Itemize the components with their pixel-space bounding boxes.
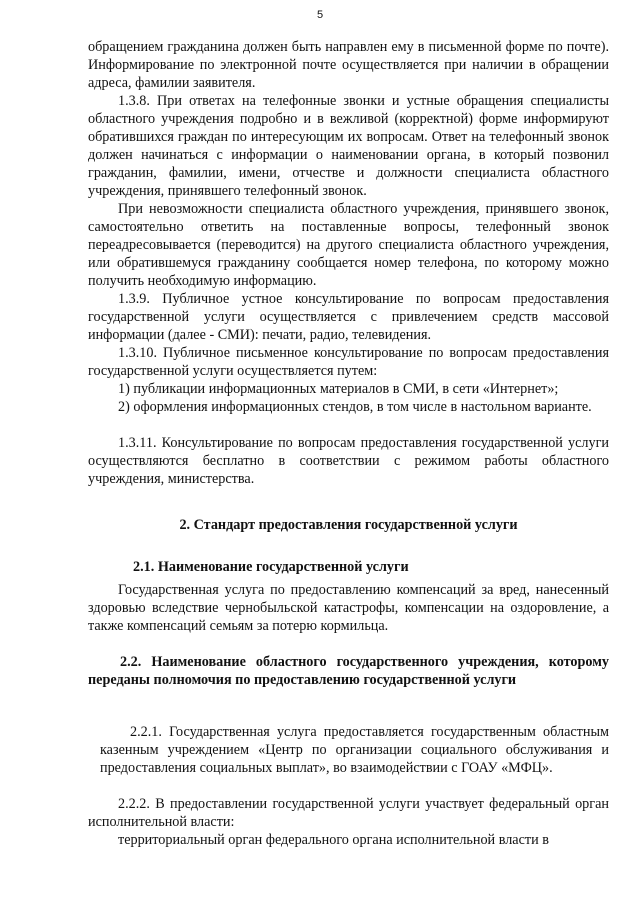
list-item-1: 1) публикации информационных материалов в СМИ, в сети «Интернет»; (118, 381, 559, 397)
paragraph-1-3-8: 1.3.8. При ответах на телефонные звонки и устные обращения специалисты областного учреждения подробно и в вежливой (корректной) форме информируют обратившихся граждан по интересующим их вопросам. Ответ на телефонный звонок должен начинаться с информации о наименовании органа, в который позвонил гражданин, фамилии, имени, отчестве и должности специалиста областного учреждения, принявшего телефонный звонок. (88, 93, 609, 199)
paragraph-2-1: Государственная услуга по предоставлению компенсаций за вред, нанесенный здоровью вследствие чернобыльской катастрофы, компенсации на оздоровление, а также компенсаций семьям за потерю кормильца. (88, 582, 609, 634)
paragraph-1-3-8-continued: При невозможности специалиста областного учреждения, принявшего звонок, самостоятельно ответить на поставленные вопросы, телефонный звонок переадресовывается (переводится) на другого специалиста областного учреждения, или обратившемуся гражданину сообщается номер телефона, по которому можно получить необходимую информацию. (88, 201, 609, 289)
paragraph-2-2-1: 2.2.1. Государственная услуга предоставляется государственным областным казенным учреждением «Центр по организации социального обслуживания и предоставления социальных выплат», во взаимодействии с ГОАУ «МФЦ». (100, 724, 609, 776)
section-2-1-heading: 2.1. Наименование государственной услуги (133, 559, 409, 575)
paragraph-2-2-2: 2.2.2. В предоставлении государственной услуги участвует федеральный орган исполнительной власти: (88, 796, 609, 830)
list-item-2: 2) оформления информационных стендов, в том числе в настольном варианте. (118, 399, 592, 415)
paragraph-1-3-10: 1.3.10. Публичное письменное консультирование по вопросам предоставления государственной услуги осуществляется путем: (88, 345, 609, 379)
section-2-heading: 2. Стандарт предоставления государственной услуги (179, 517, 518, 533)
section-2-2-heading: 2.2. Наименование областного государственного учреждения, которому переданы полномочия по предоставлению государственной услуги (88, 654, 609, 688)
paragraph-1-3-11: 1.3.11. Консультирование по вопросам предоставления государственной услуги осуществляются бесплатно в соответствии с режимом работы областного учреждения, министерства. (88, 435, 609, 487)
page-number: 5 (316, 9, 324, 21)
paragraph-1-3-9: 1.3.9. Публичное устное консультирование по вопросам предоставления государственной услуги осуществляется с привлечением средств массовой информации (далее - СМИ): печати, радио, телевидения. (88, 291, 609, 343)
paragraph-continuation: обращением гражданина должен быть направлен ему в письменной форме по почте). Информирование по электронной почте осуществляется при наличии в обращении адреса, фамилии заявителя. (88, 39, 609, 91)
paragraph-2-2-2-continued: территориальный орган федерального органа исполнительной власти в (118, 832, 549, 848)
